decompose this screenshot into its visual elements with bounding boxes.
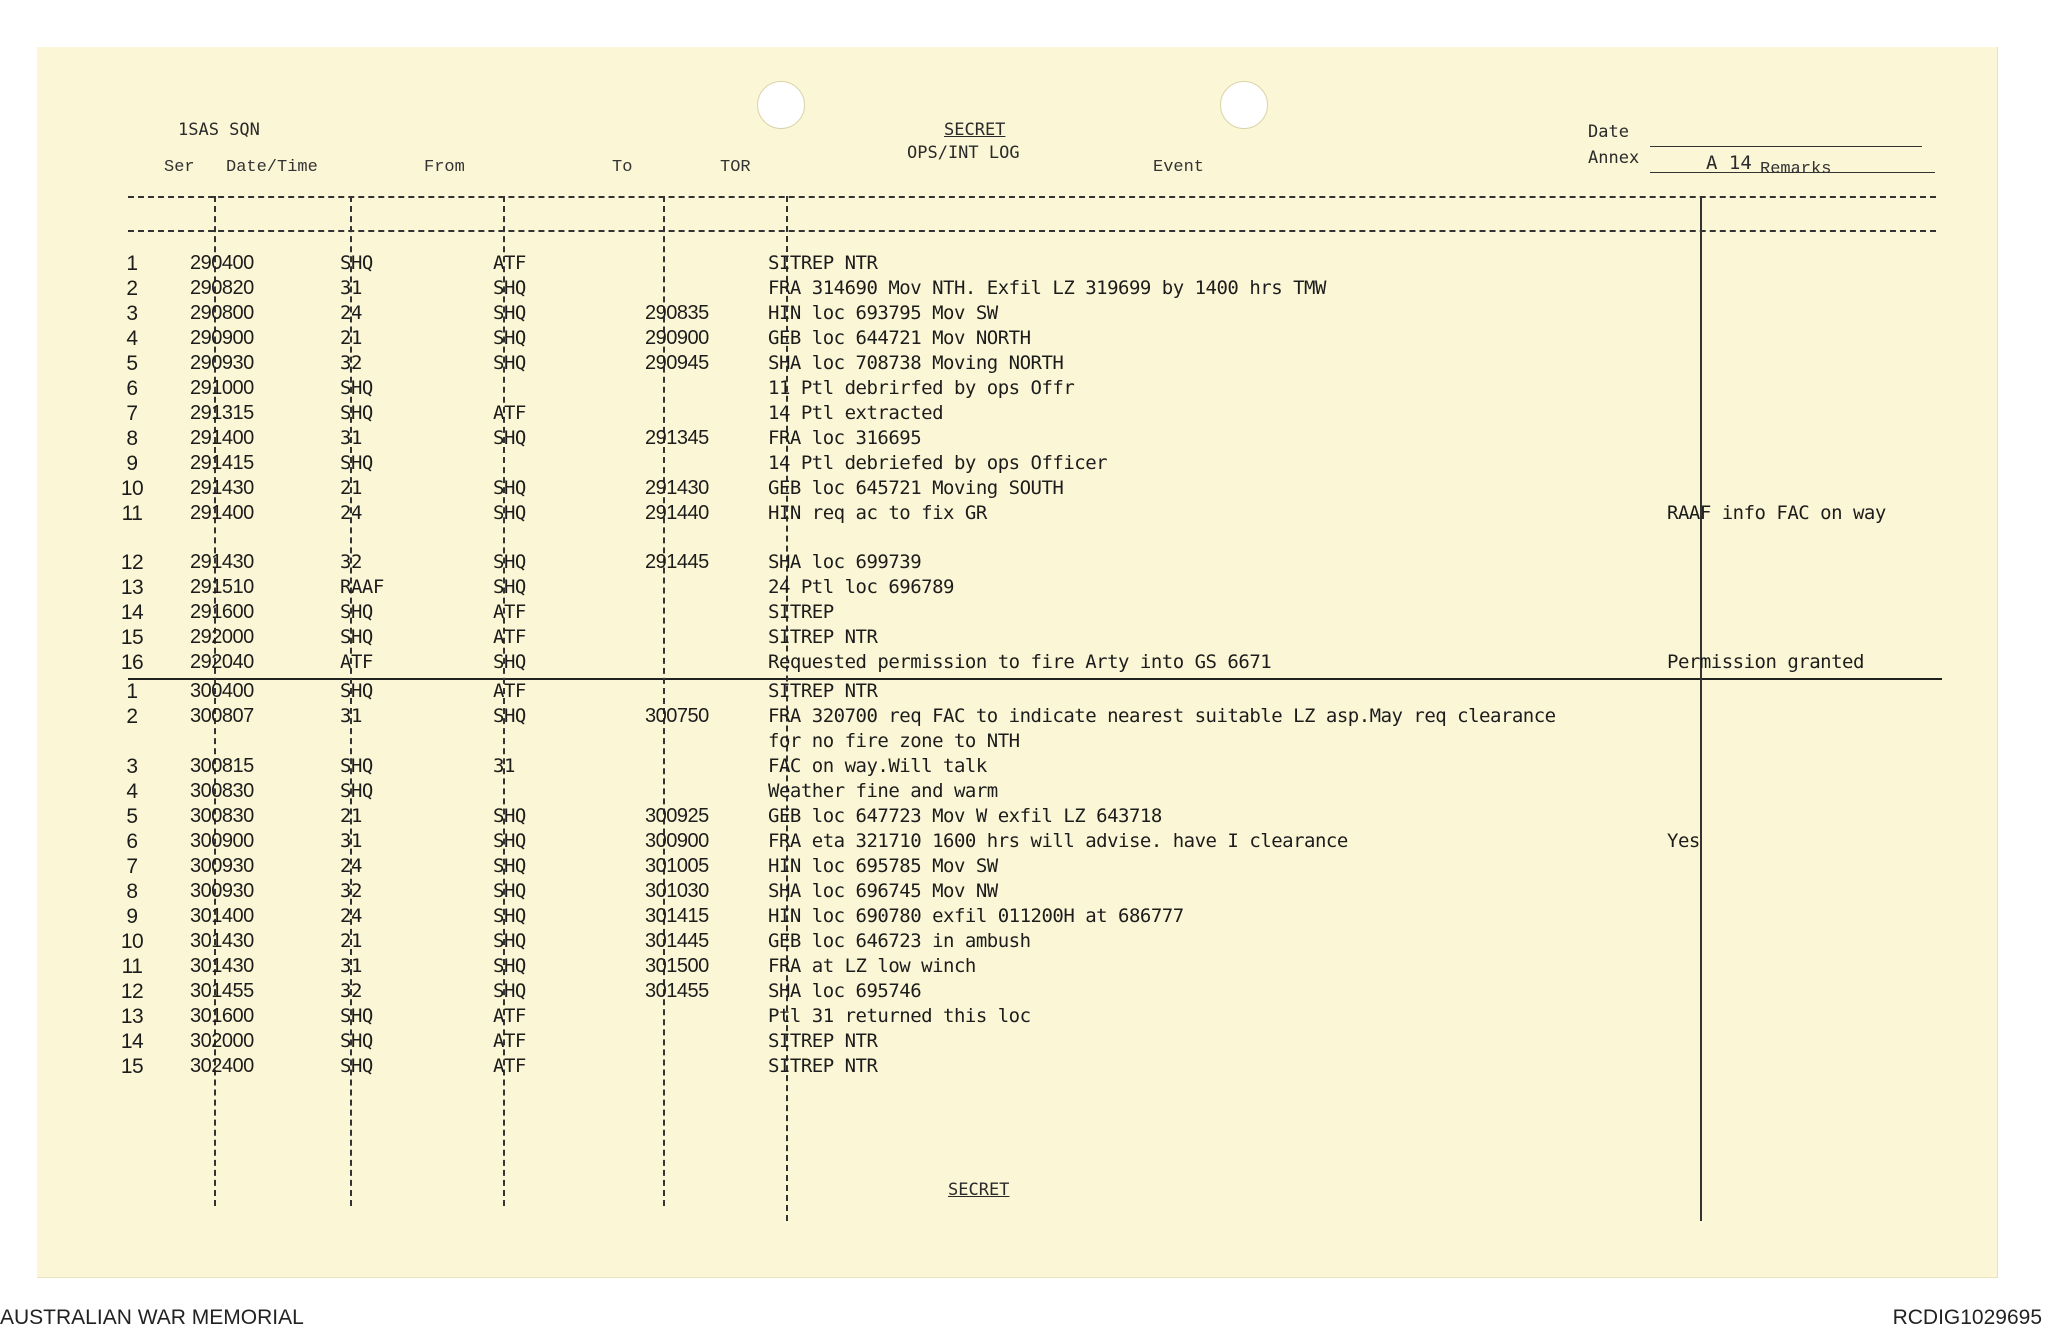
punch-hole	[757, 81, 805, 129]
ser-cell: 12	[120, 551, 144, 574]
from-cell: SHQ	[340, 252, 373, 274]
from-cell: 31	[340, 427, 362, 449]
ser-cell: 5	[126, 805, 138, 828]
to-cell: ATF	[493, 402, 526, 424]
to-cell: SHQ	[493, 880, 526, 902]
to-cell: ATF	[493, 1055, 526, 1077]
to-cell: SHQ	[493, 980, 526, 1002]
tor-cell: 290835	[645, 302, 709, 324]
table-row	[0, 551, 2048, 576]
ser-cell: 13	[120, 576, 144, 599]
ser-cell: 14	[120, 1030, 144, 1053]
table-row	[0, 601, 2048, 626]
to-cell: SHQ	[493, 427, 526, 449]
ser-cell: 6	[126, 377, 138, 400]
ser-cell: 3	[126, 302, 138, 325]
from-cell: 24	[340, 302, 362, 324]
event-cell: FRA at LZ low winch	[768, 955, 976, 977]
table-row	[0, 955, 2048, 980]
event-cell: Ptl 31 returned this loc	[768, 1005, 1031, 1027]
to-cell: ATF	[493, 626, 526, 648]
event-cell: FRA 314690 Mov NTH. Exfil LZ 319699 by 1400 hrs TMW	[768, 277, 1326, 299]
datetime-cell: 291000	[190, 377, 254, 399]
to-cell: ATF	[493, 1005, 526, 1027]
from-cell: SHQ	[340, 1005, 373, 1027]
datetime-cell: 300930	[190, 880, 254, 902]
datetime-cell: 300807	[190, 705, 254, 727]
from-cell: 21	[340, 805, 362, 827]
event-cell: SITREP	[768, 601, 834, 623]
col-header-tor: TOR	[720, 158, 751, 177]
to-cell: SHQ	[493, 651, 526, 673]
annex-label: Annex	[1588, 148, 1640, 168]
ser-cell: 10	[120, 477, 144, 500]
event-cell: 11 Ptl debrirfed by ops Offr	[768, 377, 1075, 399]
table-row	[0, 452, 2048, 477]
to-cell: 31	[493, 755, 515, 777]
table-row	[0, 930, 2048, 955]
to-cell: SHQ	[493, 705, 526, 727]
datetime-cell: 302000	[190, 1030, 254, 1052]
ser-cell: 6	[126, 830, 138, 853]
archive-reference: RCDIG1029695	[1892, 1306, 2042, 1329]
tor-cell: 291345	[645, 427, 709, 449]
from-cell: 24	[340, 905, 362, 927]
annex-value: A 14	[1706, 152, 1752, 174]
from-cell: SHQ	[340, 626, 373, 648]
event-cell: Requested permission to fire Arty into GS 6671	[768, 651, 1272, 673]
to-cell: SHQ	[493, 805, 526, 827]
from-cell: SHQ	[340, 452, 373, 474]
event-cell: 14 Ptl extracted	[768, 402, 944, 424]
tor-cell: 301415	[645, 905, 709, 927]
event-cell: FAC on way.Will talk	[768, 755, 987, 777]
table-row	[0, 705, 2048, 752]
to-cell: ATF	[493, 601, 526, 623]
from-cell: SHQ	[340, 402, 373, 424]
from-cell: SHQ	[340, 755, 373, 777]
table-row	[0, 780, 2048, 805]
to-cell: SHQ	[493, 352, 526, 374]
table-row	[0, 427, 2048, 452]
event-cell: 14 Ptl debriefed by ops Officer	[768, 452, 1108, 474]
event-cell: FRA 320700 req FAC to indicate nearest suitable LZ asp.May req clearance	[768, 705, 1556, 727]
datetime-cell: 291600	[190, 601, 254, 623]
from-cell: 31	[340, 705, 362, 727]
ser-cell: 9	[126, 905, 138, 928]
datetime-cell: 290820	[190, 277, 254, 299]
table-row	[0, 277, 2048, 302]
table-row	[0, 502, 2048, 527]
from-cell: SHQ	[340, 1030, 373, 1052]
ser-cell: 16	[120, 651, 144, 674]
datetime-cell: 301400	[190, 905, 254, 927]
table-row	[0, 352, 2048, 377]
tor-cell: 291445	[645, 551, 709, 573]
datetime-cell: 291430	[190, 477, 254, 499]
tor-cell: 300925	[645, 805, 709, 827]
datetime-cell: 301455	[190, 980, 254, 1002]
tor-cell: 300900	[645, 830, 709, 852]
table-row	[0, 377, 2048, 402]
event-cell: SHA loc 696745 Mov NW	[768, 880, 998, 902]
tor-cell: 301500	[645, 955, 709, 977]
table-row	[0, 626, 2048, 651]
ser-cell: 1	[126, 252, 138, 275]
to-cell: ATF	[493, 252, 526, 274]
from-cell: 21	[340, 477, 362, 499]
ser-cell: 4	[126, 327, 138, 350]
from-cell: 31	[340, 830, 362, 852]
event-cell: GEB loc 645721 Moving SOUTH	[768, 477, 1064, 499]
event-cell: SHA loc 708738 Moving NORTH	[768, 352, 1064, 374]
punch-hole	[1220, 81, 1268, 129]
table-row	[0, 680, 2048, 705]
ser-cell: 9	[126, 452, 138, 475]
date-label: Date	[1588, 122, 1629, 142]
datetime-cell: 300830	[190, 780, 254, 802]
remarks-cell: Permission granted	[1667, 651, 1864, 673]
table-row	[0, 327, 2048, 352]
from-cell: 32	[340, 980, 362, 1002]
event-cell: HIN loc 695785 Mov SW	[768, 855, 998, 877]
ser-cell: 7	[126, 402, 138, 425]
datetime-cell: 291510	[190, 576, 254, 598]
ser-cell: 15	[120, 626, 144, 649]
from-cell: SHQ	[340, 680, 373, 702]
event-cell: HIN req ac to fix GR	[768, 502, 987, 524]
from-cell: 31	[340, 955, 362, 977]
tor-cell: 301030	[645, 880, 709, 902]
ser-cell: 13	[120, 1005, 144, 1028]
datetime-cell: 291400	[190, 502, 254, 524]
datetime-cell: 301430	[190, 930, 254, 952]
event-cell: FRA loc 316695	[768, 427, 922, 449]
event-cell: SITREP NTR	[768, 1030, 878, 1052]
table-row	[0, 1030, 2048, 1055]
table-row	[0, 1005, 2048, 1030]
event-cell: FRA eta 321710 1600 hrs will advise. have I clearance	[768, 830, 1348, 852]
datetime-cell: 300400	[190, 680, 254, 702]
ser-cell: 12	[120, 980, 144, 1003]
to-cell: SHQ	[493, 830, 526, 852]
datetime-cell: 290400	[190, 252, 254, 274]
col-header-from: From	[424, 158, 465, 177]
ser-cell: 2	[126, 277, 138, 300]
from-cell: RAAF	[340, 576, 384, 598]
unit-name: 1SAS SQN	[178, 120, 260, 140]
event-cell: GEB loc 646723 in ambush	[768, 930, 1031, 952]
event-cell: SITREP NTR	[768, 1055, 878, 1077]
date-field-line	[1650, 146, 1922, 147]
table-row	[0, 651, 2048, 676]
ser-cell: 11	[121, 502, 143, 525]
table-row	[0, 830, 2048, 855]
tor-cell: 291430	[645, 477, 709, 499]
event-cell: GEB loc 647723 Mov W exfil LZ 643718	[768, 805, 1162, 827]
event-cell: SHA loc 695746	[768, 980, 922, 1002]
classification-bottom: SECRET	[948, 1180, 1010, 1200]
table-row	[0, 880, 2048, 905]
col-header-ser: Ser	[164, 158, 195, 177]
tor-cell: 291440	[645, 502, 709, 524]
table-row	[0, 855, 2048, 880]
from-cell: 21	[340, 930, 362, 952]
tor-cell: 290945	[645, 352, 709, 374]
table-row	[0, 402, 2048, 427]
ser-cell: 8	[126, 880, 138, 903]
col-header-datetime: Date/Time	[226, 158, 318, 177]
to-cell: SHQ	[493, 576, 526, 598]
tor-cell: 301445	[645, 930, 709, 952]
from-cell: 24	[340, 855, 362, 877]
event-cell: SITREP NTR	[768, 680, 878, 702]
ser-cell: 15	[120, 1055, 144, 1078]
table-row	[0, 252, 2048, 277]
col-header-to: To	[612, 158, 633, 177]
from-cell: 32	[340, 880, 362, 902]
header-bottom-rule	[128, 230, 1936, 232]
to-cell: ATF	[493, 680, 526, 702]
ser-cell: 3	[126, 755, 138, 778]
to-cell: SHQ	[493, 930, 526, 952]
to-cell: SHQ	[493, 502, 526, 524]
datetime-cell: 290900	[190, 327, 254, 349]
datetime-cell: 291400	[190, 427, 254, 449]
datetime-cell: 291430	[190, 551, 254, 573]
datetime-cell: 291415	[190, 452, 254, 474]
col-header-remarks: Remarks	[1760, 160, 1832, 179]
datetime-cell: 301430	[190, 955, 254, 977]
table-row	[0, 576, 2048, 601]
datetime-cell: 290800	[190, 302, 254, 324]
table-row	[0, 980, 2048, 1005]
from-cell: ATF	[340, 651, 373, 673]
tor-cell: 301455	[645, 980, 709, 1002]
from-cell: 32	[340, 352, 362, 374]
table-row	[0, 755, 2048, 780]
remarks-cell: Yes	[1667, 830, 1700, 852]
to-cell: ATF	[493, 1030, 526, 1052]
ser-cell: 5	[126, 352, 138, 375]
table-row	[0, 477, 2048, 502]
tor-cell: 301005	[645, 855, 709, 877]
table-row	[0, 1055, 2048, 1080]
event-cell: HIN loc 690780 exfil 011200H at 686777	[768, 905, 1184, 927]
log-title: OPS/INT LOG	[907, 143, 1020, 163]
col-header-event: Event	[1153, 158, 1205, 177]
from-cell: 24	[340, 502, 362, 524]
ser-cell: 2	[126, 705, 138, 728]
to-cell: SHQ	[493, 327, 526, 349]
from-cell: SHQ	[340, 377, 373, 399]
from-cell: 32	[340, 551, 362, 573]
ser-cell: 8	[126, 427, 138, 450]
to-cell: SHQ	[493, 855, 526, 877]
event-cell: SITREP NTR	[768, 252, 878, 274]
event-cell: 24 Ptl loc 696789	[768, 576, 954, 598]
event-cell: SHA loc 699739	[768, 551, 922, 573]
from-cell: SHQ	[340, 1055, 373, 1077]
to-cell: SHQ	[493, 277, 526, 299]
ser-cell: 11	[121, 955, 143, 978]
archive-watermark: AUSTRALIAN WAR MEMORIAL	[0, 1306, 304, 1329]
ser-cell: 1	[126, 680, 138, 703]
ser-cell: 14	[120, 601, 144, 624]
table-top-rule	[128, 196, 1936, 198]
table-row	[0, 805, 2048, 830]
from-cell: SHQ	[340, 780, 373, 802]
tor-cell: 300750	[645, 705, 709, 727]
event-cell: SITREP NTR	[768, 626, 878, 648]
event-cell-continued: for no fire zone to NTH	[768, 730, 1020, 752]
to-cell: SHQ	[493, 302, 526, 324]
datetime-cell: 301600	[190, 1005, 254, 1027]
remarks-cell: RAAF info FAC on way	[1667, 502, 1886, 524]
datetime-cell: 300815	[190, 755, 254, 777]
to-cell: SHQ	[493, 955, 526, 977]
event-cell: HIN loc 693795 Mov SW	[768, 302, 998, 324]
datetime-cell: 300900	[190, 830, 254, 852]
datetime-cell: 292000	[190, 626, 254, 648]
datetime-cell: 291315	[190, 402, 254, 424]
to-cell: SHQ	[493, 905, 526, 927]
datetime-cell: 290930	[190, 352, 254, 374]
to-cell: SHQ	[493, 477, 526, 499]
from-cell: 31	[340, 277, 362, 299]
datetime-cell: 300830	[190, 805, 254, 827]
tor-cell: 290900	[645, 327, 709, 349]
ser-cell: 4	[126, 780, 138, 803]
from-cell: 21	[340, 327, 362, 349]
ser-cell: 10	[120, 930, 144, 953]
event-cell: GEB loc 644721 Mov NORTH	[768, 327, 1031, 349]
ser-cell: 7	[126, 855, 138, 878]
table-row	[0, 905, 2048, 930]
to-cell: SHQ	[493, 551, 526, 573]
from-cell: SHQ	[340, 601, 373, 623]
datetime-cell: 302400	[190, 1055, 254, 1077]
datetime-cell: 292040	[190, 651, 254, 673]
datetime-cell: 300930	[190, 855, 254, 877]
event-cell: Weather fine and warm	[768, 780, 998, 802]
classification-top: SECRET	[944, 120, 1006, 140]
table-row	[0, 302, 2048, 327]
